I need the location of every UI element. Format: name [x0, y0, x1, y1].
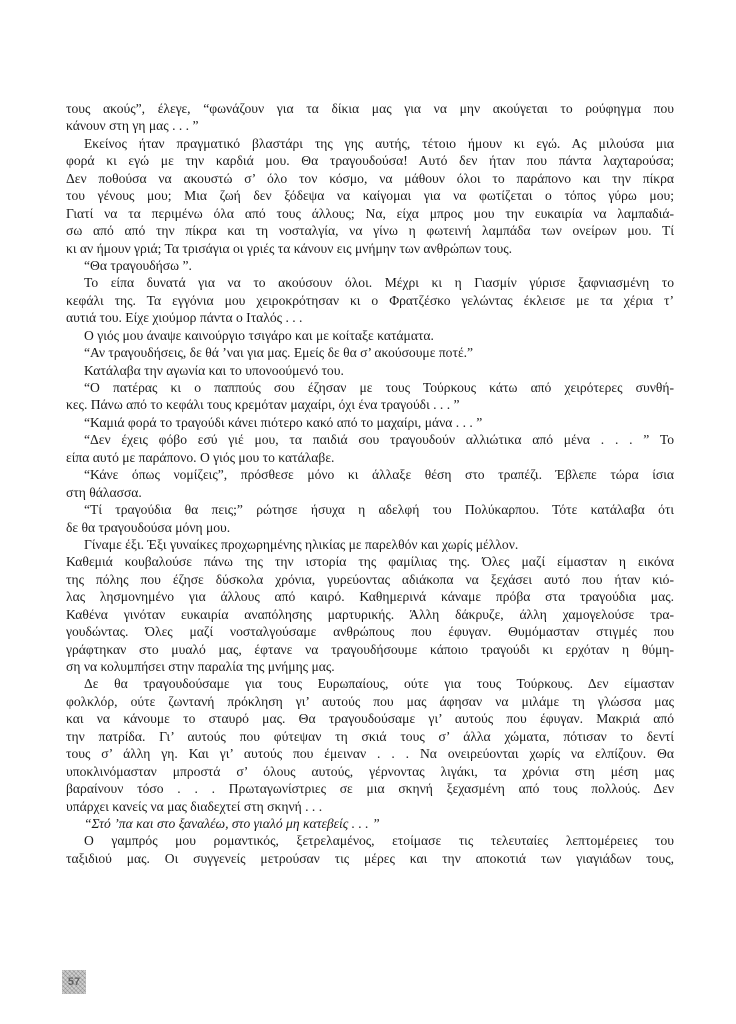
- text-line: υπάρχει κανείς να μας διαδεχτεί στη σκηνή . . .: [66, 798, 323, 814]
- text-line: κες. Πάνω από το κεφάλι τους κρεμόταν μαχαίρι, όχι ένα τραγούδι . . . ”: [66, 397, 460, 413]
- text-line: και να κάνουμε το σταυρό μας. Θα τραγουδούσαμε γι’ αυτούς που έφυγαν. Μακριά από: [66, 711, 674, 727]
- paragraph-first-line: Το είπα δυνατά για να το ακούσουν όλοι. Μέχρι κι η Γιασμίν γύρισε ξαφνιασμένη το: [84, 275, 674, 291]
- text-line: κάνουν στη γη μας . . . ”: [66, 118, 199, 134]
- text-line: του γένους μου; Μια ζωή δεν ξόδεψα να καίγομαι για να φωτίζεται ο τόπος γύρω μου;: [66, 188, 674, 204]
- paragraph-first-line: “Τί τραγούδια θα πεις;” ρώτησε ήσυχα η αδελφή του Πολύκαρπου. Τότε κατάλαβα ότι: [84, 502, 674, 518]
- paragraph-first-line: Δε θα τραγουδούσαμε για τους Ευρωπαίους, ούτε για τους Τούρκους. Δεν είμασταν: [84, 676, 674, 692]
- paragraph-first-line: Ο γιός μου άναψε καινούργιο τσιγάρο και με κοίταξε κατάματα.: [84, 327, 434, 343]
- paragraph-first-line: “Αν τραγουδήσεις, δε θά ’ναι για μας. Εμείς δε θα σ’ ακούσουμε ποτέ.”: [84, 345, 474, 361]
- text-line: Γιατί να τα περιμένω όλα από τους άλλους; Να, είχα μπρος μου την ευκαιρία να λαμπαδιά-: [66, 205, 674, 221]
- text-line: ταξιδιού μας. Οι συγγενείς μετρούσαν τις μέρες και την αποκοτιά των γιαγιάδων τους,: [66, 850, 674, 866]
- text-line: φολκλόρ, ούτε ζωντανή πρόκληση γι’ αυτούς που μας άφησαν να μιλάμε τη γλώσσα μας: [66, 693, 674, 709]
- text-line: υποκλινόμασταν μπροστά σ’ όλους αυτούς, γέρνοντας λιγάκι, τα χρόνια στη μέση μας: [66, 763, 674, 779]
- page-number-badge: [62, 970, 86, 994]
- text-line: δε θα τραγουδούσα μόνη μου.: [66, 519, 231, 535]
- text-line: τους ακούς”, έλεγε, “φωνάζουν για τα δίκια μας για να μην ακούγεται το ρούφηγμα που: [66, 101, 674, 116]
- text-line: Καθένα γινόταν ευκαιρία αναπόλησης μαρτυρικής. Άλλη δάκρυζε, άλλη χαμογελούσε τρα-: [66, 606, 674, 622]
- song-verse-quote: “Στό ’πα και στο ξαναλέω, στο γιαλό μη κατεβείς . . . ”: [84, 815, 380, 831]
- page-body: [66, 100, 674, 867]
- text-line: την πατρίδα. Γι’ αυτούς που φύτεψαν τη σκιά τους σ’ άλλα χώματα, πότισαν το δεντί: [66, 728, 674, 744]
- text-line: Καθεμιά κουβαλούσε πάνω της την ιστορία της φαμίλιας της. Όλες μαζί είμασταν η εικόνα: [66, 554, 674, 570]
- paragraph-first-line: “Δεν έχεις φόβο εσύ γιέ μου, τα παιδιά σου τραγουδούν αλλιώτικα από μένα . . . ” Το: [84, 432, 674, 448]
- text-line: γουδώντας. Όλες μαζί νοσταλγούσαμε ανθρώπους που έφυγαν. Θυμόμασταν στιγμές που: [66, 624, 674, 640]
- paragraph-first-line: “Κάνε όπως νομίζεις”, πρόσθεσε μόνο κι άλλαξε θέση στο τραπέζι. Έβλεπε τώρα ίσια: [84, 467, 674, 483]
- page-number: 57: [67, 976, 81, 988]
- text-line: βαραίνουν τόσο . . . Πρωταγωνίστριες σε μια σκηνή ξεχασμένη από τους πολλούς. Δεν: [66, 781, 674, 797]
- text-line: τους σ’ άλλη γη. Και γι’ αυτούς που έμειναν . . . Να ονειρεύονται χωρίς να ελπίζουν. Θα: [66, 746, 674, 762]
- text-line: αυτιά του. Είχε χιούμορ πάντα ο Ιταλός . . .: [66, 310, 303, 326]
- text-line: ση να κολυμπήσει στην παραλία της μνήμης μας.: [66, 659, 335, 674]
- text-line: στη θάλασσα.: [66, 484, 142, 500]
- text-line: γράφτηκαν στο μυαλό μας, έφτανε να τραγουδήσουμε κάποιο τραγούδι κι ερχόταν η θύμη-: [66, 641, 674, 657]
- text-line: κι αν ήμουν γριά; Τα τρισάγια οι γριές τα κάνουν εις μνήμην των ανθρώπων τους.: [66, 240, 513, 256]
- text-line: φορά κι εγώ με την καρδιά μου. Θα τραγουδούσα! Αυτό δεν ήταν που πάντα λαχταρούσα;: [66, 153, 674, 169]
- text-line: Δεν ποθούσα να ακουστώ σ’ όλο τον κόσμο, να μάθουν όλοι το παράπονο και την πίκρα: [66, 170, 674, 186]
- paragraph-first-line: “Καμιά φορά το τραγούδι κάνει πιότερο κακό από το μαχαίρι, μάνα . . . ”: [84, 414, 483, 430]
- paragraph-first-line: “Ο πατέρας κι ο παππούς σου έζησαν με τους Τούρκους κάτω από χειρότερες συνθή-: [84, 380, 674, 395]
- text-line: σω από από την πίκρα και τη νοσταλγία, να γίνω η φωτεινή λαμπάδα των ονείρων μου. Τί: [66, 223, 674, 239]
- text-line: λας λησμονημένο για άλλους από καιρό. Καθημερινά κάναμε πρόβα στα τραγούδια μας.: [66, 589, 674, 605]
- paragraph-first-line: Γίναμε έξι. Έξι γυναίκες προχωρημένης ηλικίας με παρελθόν και χωρίς μέλλον.: [84, 536, 519, 552]
- paragraph-first-line: Εκείνος ήταν πραγματικό βλαστάρι της γης αυτής, τέτοιο ήμουν κι εγώ. Ας μιλούσα μια: [84, 135, 674, 151]
- text-line: της πόλης που έζησε δύσκολα χρόνια, γυρεύοντας αδιάκοπα να ξεχάσει αυτό που ήταν κιό-: [66, 571, 674, 587]
- text-line: κεφάλι της. Τα εγγόνια μου χειροκρότησαν κι ο Φρατζέσκο γελώντας έκλεισε με τα χέρια τ’: [66, 292, 674, 308]
- paragraph-first-line: “Θα τραγουδήσω ”.: [84, 257, 192, 273]
- paragraph-first-line: Κατάλαβα την αγωνία και το υπονοούμενό του.: [84, 362, 344, 378]
- text-line: είπα αυτό με παράπονο. Ο γιός μου το κατάλαβε.: [66, 449, 335, 465]
- paragraph-first-line: Ο γαμπρός μου ρομαντικός, ξετρελαμένος, ετοίμασε τις τελευταίες λεπτομέρειες του: [84, 833, 674, 849]
